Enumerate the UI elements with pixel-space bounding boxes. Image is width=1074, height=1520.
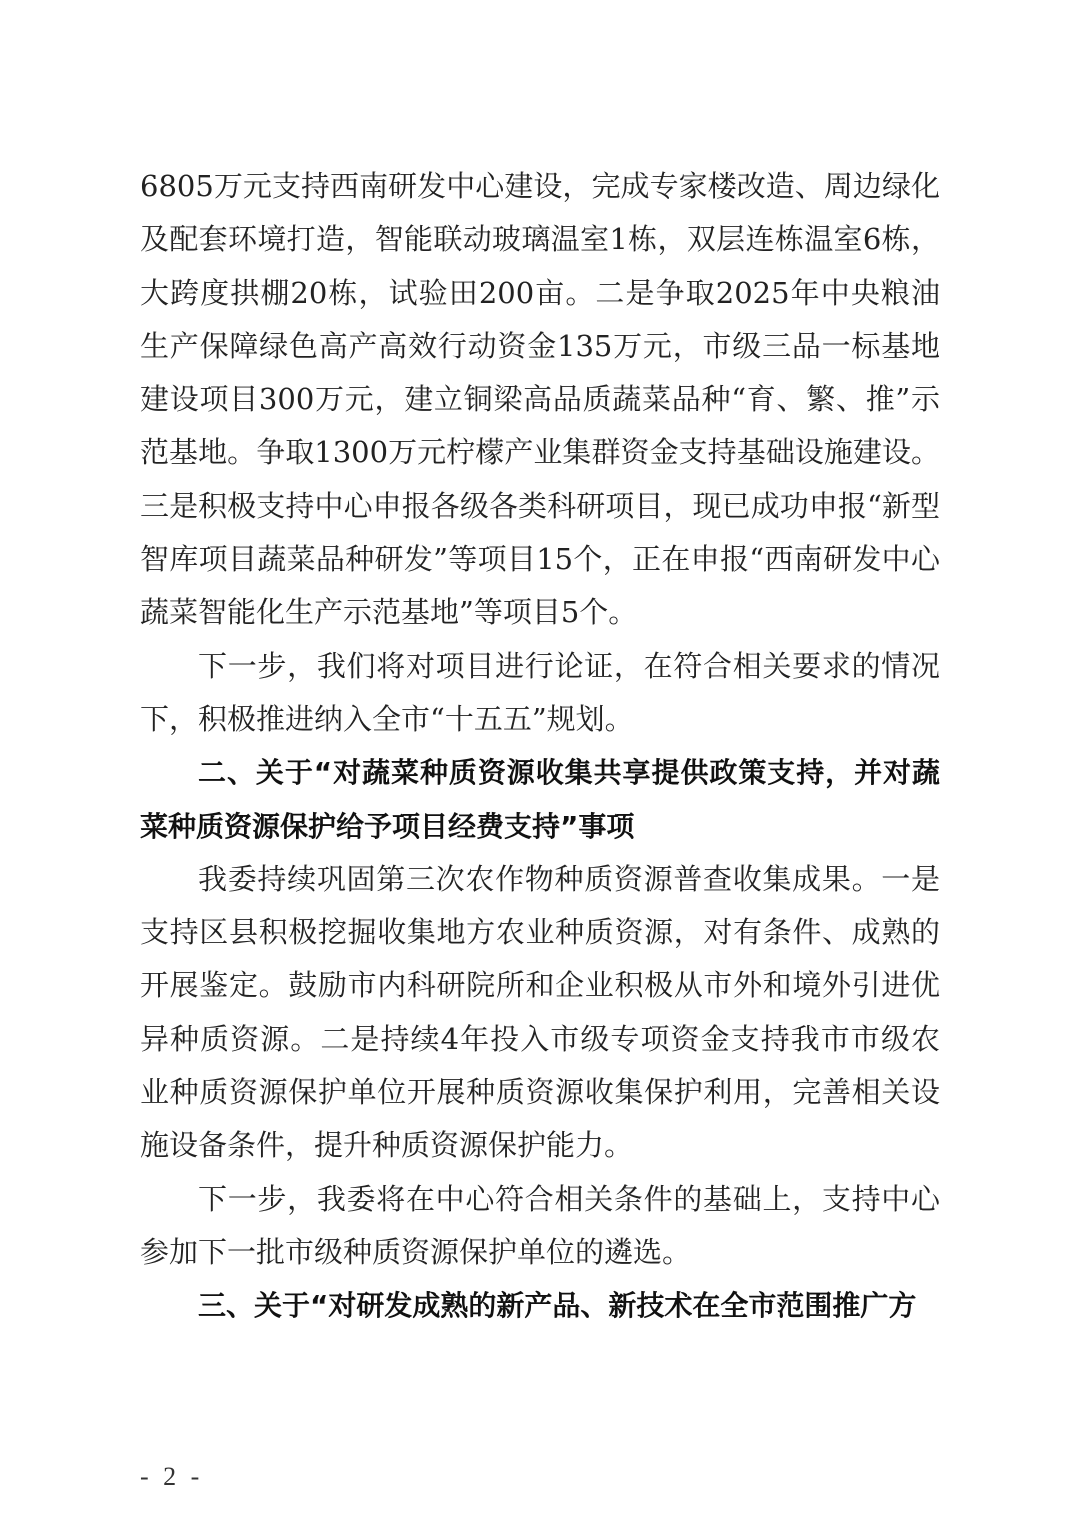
section-heading-promotion: 三、关于“对研发成熟的新产品、新技术在全市范围推广方 xyxy=(198,1289,917,1323)
paragraph-next-step-planning: 下一步，我们将对项目进行论证，在符合相关要求的情况下，积极推进纳入全市“十五五”规划。 xyxy=(140,648,940,736)
paragraph-next-step-selection: 下一步，我委将在中心符合相关条件的基础上，支持中心参加下一批市级种质资源保护单位的遴选。 xyxy=(140,1181,940,1269)
section-heading-germplasm-support: 二、关于“对蔬菜种质资源收集共享提供政策支持，并对蔬菜种质资源保护给予项目经费支持”事项 xyxy=(140,756,940,843)
paragraph-funding-details: 6805万元支持西南研发中心建设，完成专家楼改造、周边绿化及配套环境打造，智能联动玻璃温室1栋，双层连栋温室6栋，大跨度拱棚20栋，试验田200亩。二是争取2025年中央粮油生产保障绿色高产高效行动资金135万元，市级三品一标基地建设项目300万元，建立铜梁高品质蔬菜品种“育、繁、推”示范基地。争取1300万元柠檬产业集群资金支持基础设施建设。三是积极支持中心申报各级各类科研项目，现已成功申报“新型智库项目蔬菜品种研发”等项目15个，正在申报“西南研发中心蔬菜智能化生产示范基地”等项目5个。 xyxy=(140,169,940,630)
paragraph-germplasm-measures: 我委持续巩固第三次农作物种质资源普查收集成果。一是支持区县积极挖掘收集地方农业种质资源，对有条件、成熟的开展鉴定。鼓励市内科研院所和企业积极从市外和境外引进优异种质资源。二是持续4年投入市级专项资金支持我市市级农业种质资源保护单位开展种质资源收集保护利用，完善相关设施设备条件，提升种质资源保护能力。 xyxy=(140,861,940,1163)
page-number: - 2 - xyxy=(140,1462,204,1491)
document-body xyxy=(140,160,940,1333)
